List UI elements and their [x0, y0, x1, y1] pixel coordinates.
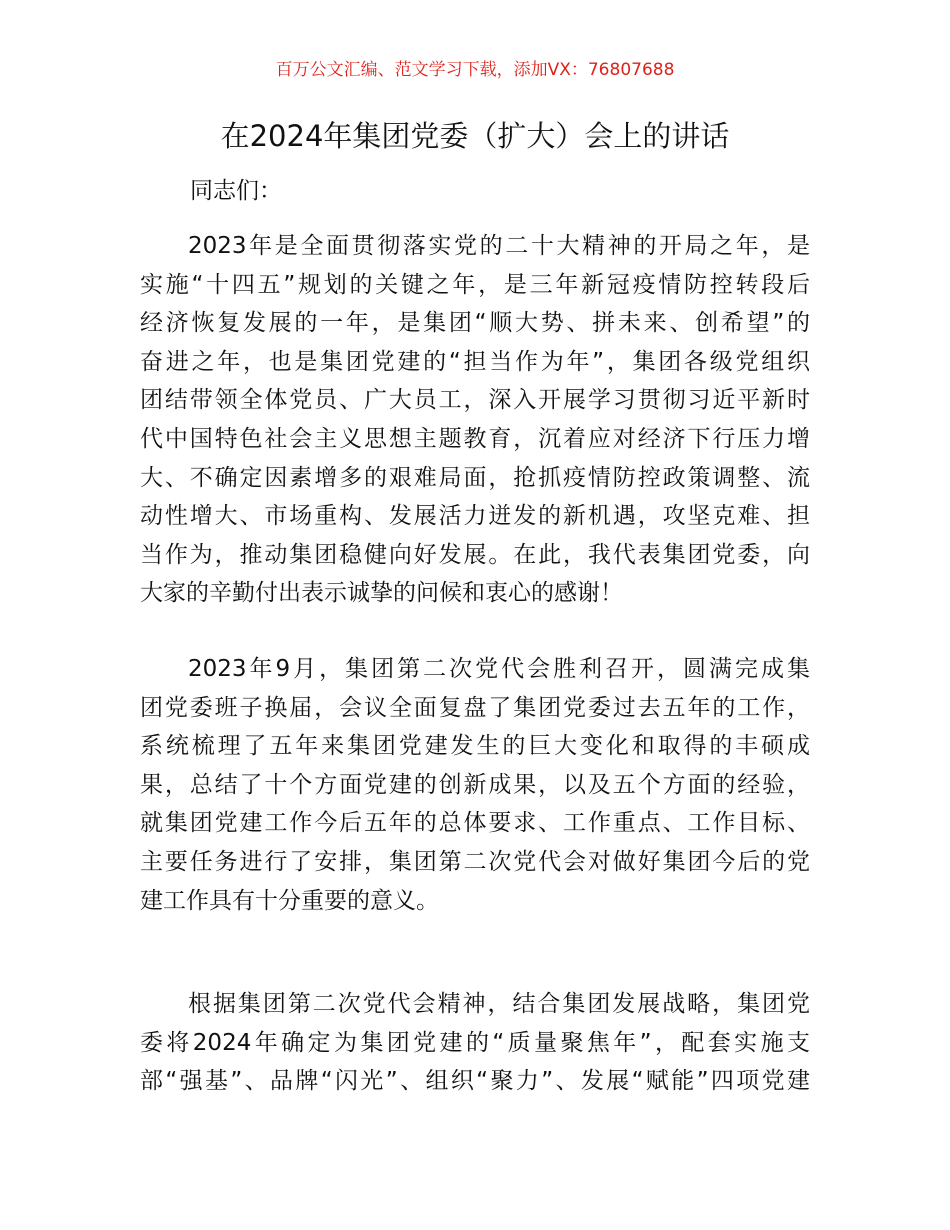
paragraph-line: 奋进之年，也是集团党建的“担当作为年”，集团各级党组织 — [140, 348, 810, 375]
paragraph-line: 就集团党建工作今后五年的总体要求、工作重点、工作目标、 — [140, 810, 810, 837]
paragraph-line: 系统梳理了五年来集团党建发生的巨大变化和取得的丰硕成 — [140, 733, 810, 760]
paragraph-line: 果，总结了十个方面党建的创新成果，以及五个方面的经验， — [140, 771, 810, 798]
paragraph-line: 2023年9月，集团第二次党代会胜利召开，圆满完成集 — [188, 656, 810, 682]
paragraph-2 — [140, 650, 820, 920]
paragraph-line: 团党委班子换届，会议全面复盘了集团党委过去五年的工作， — [140, 694, 810, 721]
paragraph-line: 根据集团第二次党代会精神，结合集团发展战略，集团党 — [188, 991, 810, 1017]
paragraph-line: 委将2024年确定为集团党建的“质量聚焦年”，配套实施支 — [140, 1029, 810, 1056]
header-watermark: 百万公文汇编、范文学习下载，添加VX：76807688 — [275, 60, 675, 80]
paragraph-line: 2023年是全面贯彻落实党的二十大精神的开局之年，是 — [188, 233, 810, 259]
paragraph-line: 经济恢复发展的一年，是集团“顺大势、拼未来、创希望”的 — [140, 310, 810, 337]
paragraph-line: 代中国特色社会主义思想主题教育，沉着应对经济下行压力增 — [140, 425, 810, 452]
paragraph-line: 大、不确定因素增多的艰难局面，抢抓疫情防控政策调整、流 — [140, 464, 810, 491]
paragraph-line: 当作为，推动集团稳健向好发展。在此，我代表集团党委，向 — [140, 541, 810, 568]
paragraph-line: 部“强基”、品牌“闪光”、组织“聚力”、发展“赋能”四项党建 — [140, 1068, 810, 1095]
paragraph-line: 主要任务进行了安排，集团第二次党代会对做好集团今后的党 — [140, 848, 810, 875]
paragraph-3 — [140, 985, 820, 1101]
paragraph-1 — [140, 227, 820, 613]
paragraph-line: 建工作具有十分重要的意义。 — [140, 887, 439, 914]
paragraph-line: 动性增大、市场重构、发展活力迸发的新机遇，攻坚克难、担 — [140, 503, 810, 530]
document-title: 在2024年集团党委（扩大）会上的讲话 — [220, 119, 730, 153]
paragraph-line: 大家的辛勤付出表示诚挚的问候和衷心的感谢！ — [140, 580, 623, 607]
salutation: 同志们： — [190, 178, 282, 204]
paragraph-line: 实施“十四五”规划的关键之年，是三年新冠疫情防控转段后 — [140, 271, 810, 298]
paragraph-line: 团结带领全体党员、广大员工，深入开展学习贯彻习近平新时 — [140, 387, 810, 414]
